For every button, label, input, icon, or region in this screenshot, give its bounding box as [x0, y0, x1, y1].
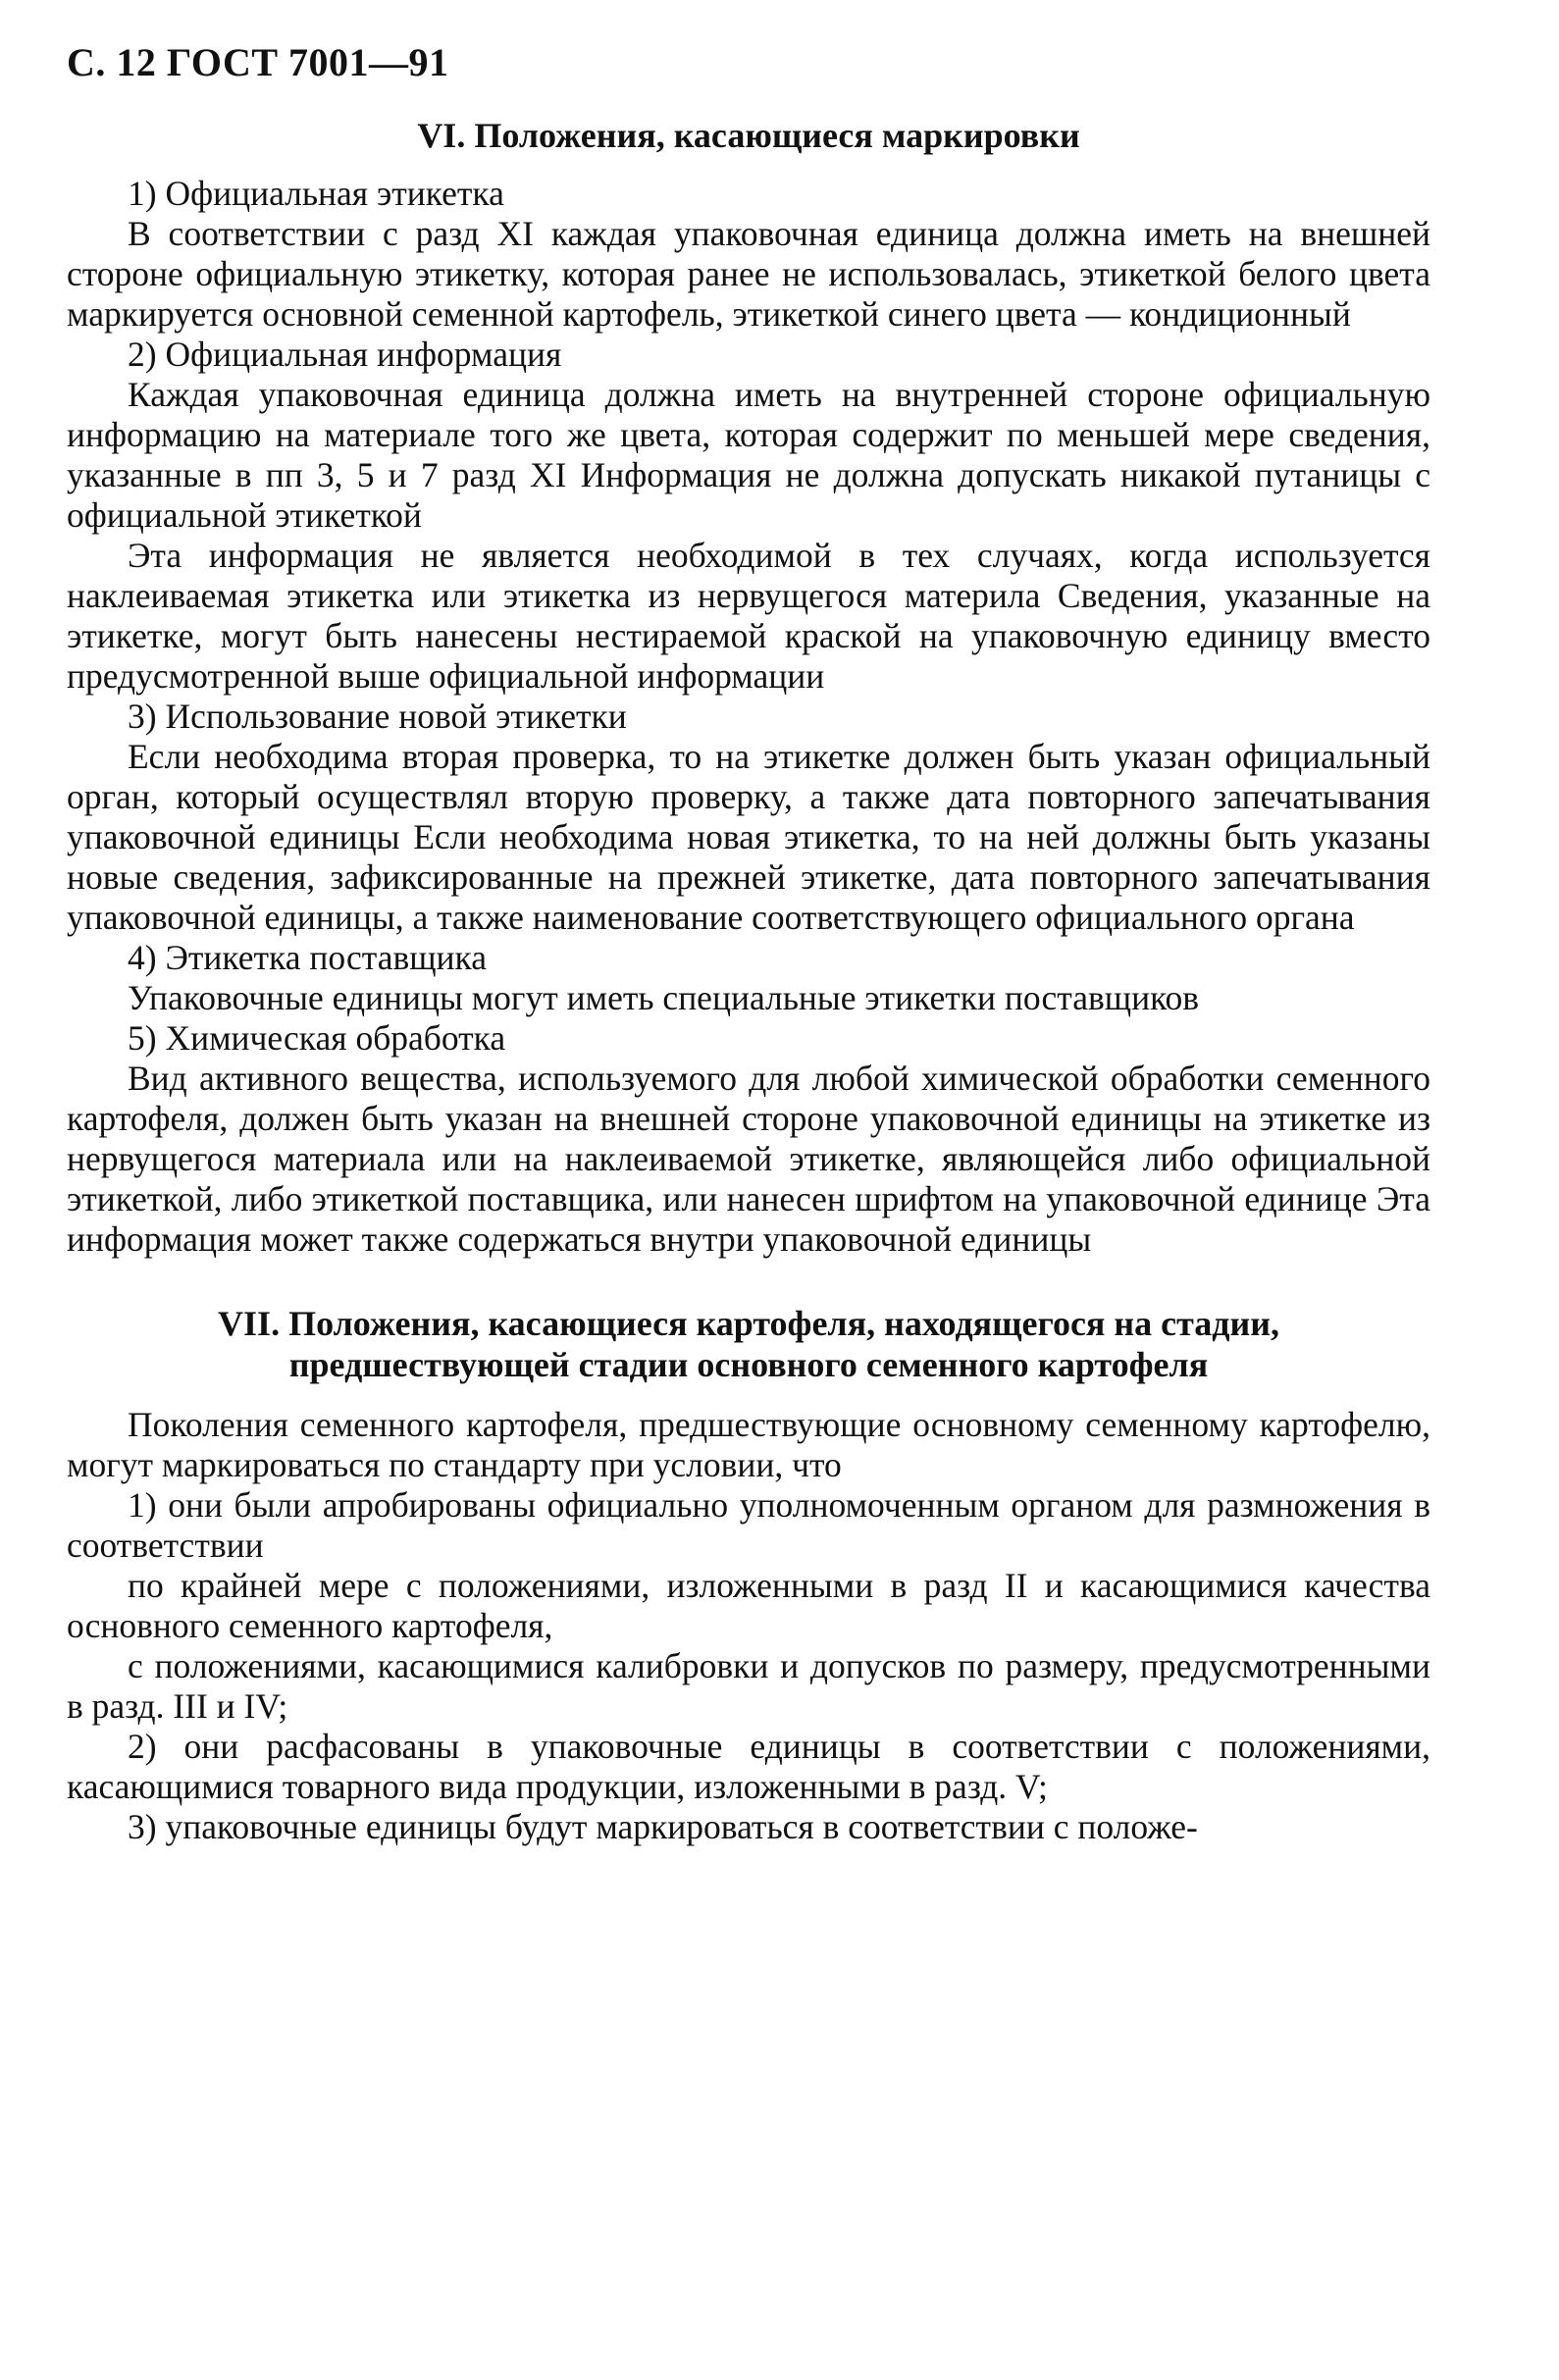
section-7-title-line-2: предшествующей стадии основного семенного картофеля: [288, 1345, 1209, 1384]
condition-1-b: с положениями, касающимися калибровки и допусков по размеру, предусмотренными в разд. III и IV;: [67, 1646, 1430, 1726]
item-2-heading: 2) Официальная информация: [128, 335, 562, 374]
item-2-paragraph-1: Каждая упаковочная единица должна иметь на внутренней стороне официальную информацию на материале того же цвета, которая содержит по меньшей мере сведения, указанные в пп 3, 5 и 7 разд XI Информация не должна допускать никакой путаницы с официальной этикеткой: [67, 375, 1430, 535]
section-6-title: VI. Положения, касающиеся маркировки: [417, 116, 1080, 155]
item-1-heading: 1) Официальная этикетка: [128, 174, 504, 213]
item-5-heading: 5) Химическая обработка: [128, 1018, 506, 1058]
item-4-paragraph: Упаковочные единицы могут иметь специальные этикетки поставщиков: [128, 978, 1200, 1017]
item-4-heading: 4) Этикетка поставщика: [128, 938, 488, 977]
item-5-paragraph: Вид активного вещества, используемого для любой химической обработки семенного картофеля, должен быть указан на внешней стороне упаковочной единицы на этикетке из нервущегося материала или на наклеиваемой этикетке, являющейся либо официальной этикеткой, либо этикеткой поставщика, или нанесен шрифтом на упаковочной единице Эта информация может также содержаться внутри упаковочной единицы: [67, 1059, 1430, 1259]
item-3-heading: 3) Использование новой этикетки: [128, 697, 627, 736]
item-3-paragraph: Если необходима вторая проверка, то на этикетке должен быть указан официальный орган, который осуществлял вторую проверку, а также дата повторного запечатывания упаковочной единицы Если необходима новая этикетка, то на ней должны быть указаны новые сведения, зафиксированные на прежней этикетке, дата повторного запечатывания упаковочной единицы, а также наименование соответствующего официального органа: [67, 737, 1430, 937]
item-2-paragraph-2: Эта информация не является необходимой в тех случаях, когда используется наклеиваемая этикетка или этикетка из нервущегося материла Сведения, указанные на этикетке, могут быть нанесены нестираемой краской на упаковочную единицу вместо предусмотренной выше официальной информации: [67, 536, 1430, 696]
section-7-intro: Поколения семенного картофеля, предшествующие основному семенному картофелю, могут маркироваться по стандарту при условии, что: [67, 1405, 1430, 1484]
section-7-title: [67, 1303, 1430, 1385]
running-header: С. 12 ГОСТ 7001—91: [67, 40, 449, 84]
document-page: [67, 39, 1430, 1847]
condition-2: 2) они расфасованы в упаковочные единицы в соответствии с положениями, касающимися товарного вида продукции, изложенными в разд. V;: [67, 1727, 1430, 1806]
section-7-title-line-1: VII. Положения, касающиеся картофеля, находящегося на стадии,: [218, 1304, 1279, 1343]
item-1-paragraph: В соответствии с разд XI каждая упаковочная единица должна иметь на внешней стороне официальную этикетку, которая ранее не использовалась, этикеткой белого цвета маркируется основной семенной картофель, этикеткой синего цвета — кондиционный: [67, 214, 1430, 334]
condition-3: 3) упаковочные единицы будут маркироваться в соответствии с положе-: [128, 1807, 1198, 1846]
condition-1-a: по крайней мере с положениями, изложенными в разд II и касающимися качества основного семенного картофеля,: [67, 1566, 1430, 1645]
condition-1: 1) они были апробированы официально уполномоченным органом для размножения в соответствии: [67, 1485, 1430, 1565]
